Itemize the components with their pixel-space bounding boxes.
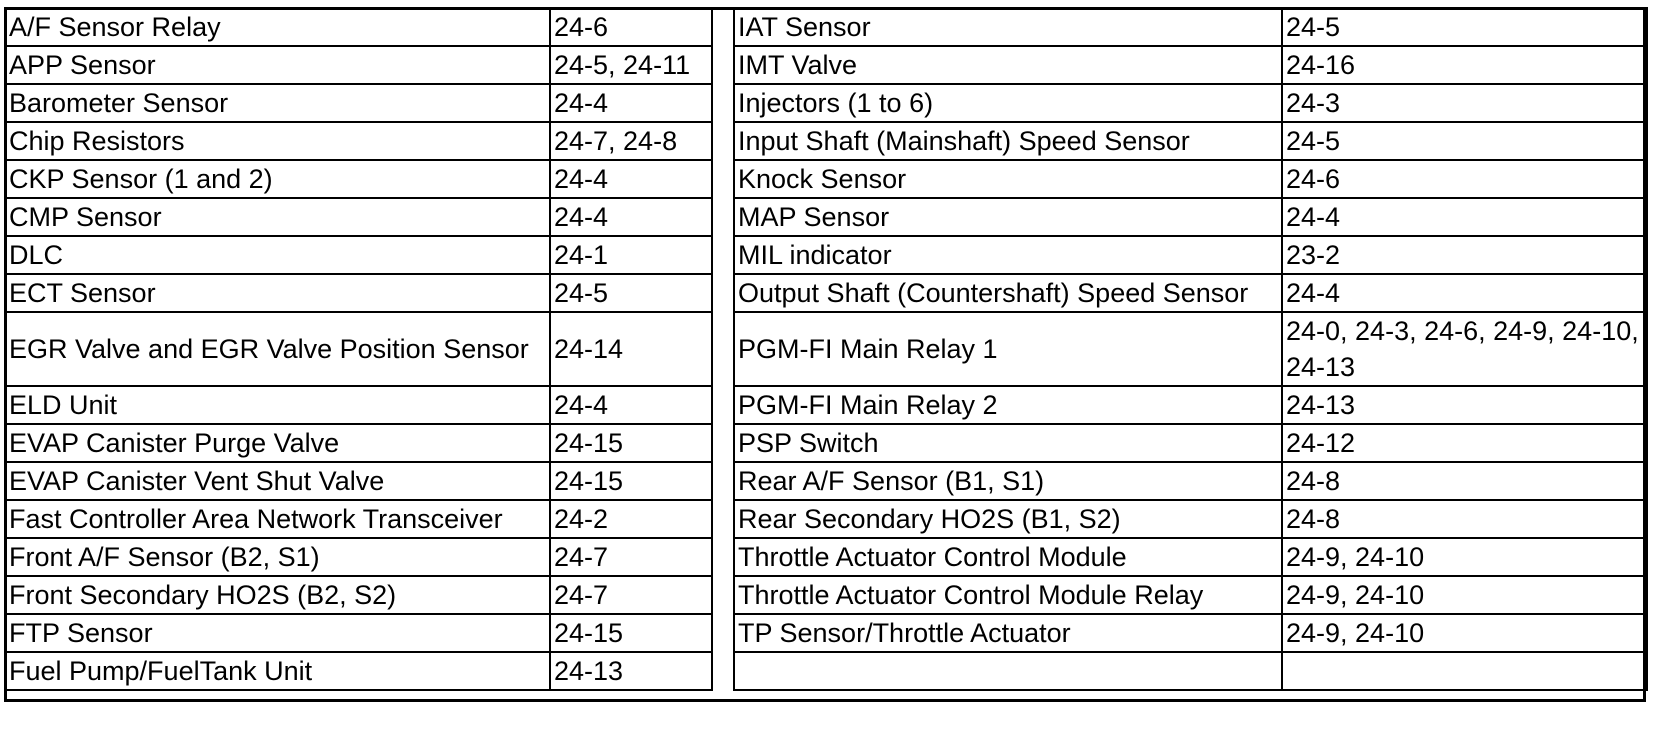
- right-page-ref: 24-13: [1282, 386, 1647, 424]
- left-component-name: Fast Controller Area Network Transceiver: [5, 500, 550, 538]
- left-page-ref: 24-4: [550, 84, 712, 122]
- table-row: [5, 84, 1647, 122]
- left-page-ref: 24-15: [550, 424, 712, 462]
- table-row: [5, 8, 1647, 46]
- table-row: [5, 538, 1647, 576]
- right-component-name: IMT Valve: [734, 46, 1282, 84]
- left-component-name: ECT Sensor: [5, 274, 550, 312]
- component-index-sheet: [4, 7, 1646, 702]
- index-table-body: [5, 8, 1647, 690]
- table-row: [5, 424, 1647, 462]
- left-page-ref: 24-15: [550, 462, 712, 500]
- right-page-ref: 24-5: [1282, 122, 1647, 160]
- left-page-ref: 24-2: [550, 500, 712, 538]
- table-row: [5, 198, 1647, 236]
- right-page-ref: 24-12: [1282, 424, 1647, 462]
- left-page-ref: 24-13: [550, 652, 712, 690]
- left-component-name: FTP Sensor: [5, 614, 550, 652]
- column-divider: [712, 8, 734, 690]
- right-page-ref: [1282, 652, 1647, 690]
- right-component-name: Rear A/F Sensor (B1, S1): [734, 462, 1282, 500]
- right-component-name: Throttle Actuator Control Module: [734, 538, 1282, 576]
- component-index-table: [4, 7, 1648, 691]
- right-page-ref: 24-9, 24-10: [1282, 576, 1647, 614]
- right-page-ref: 24-4: [1282, 274, 1647, 312]
- right-component-name: [734, 652, 1282, 690]
- right-component-name: Injectors (1 to 6): [734, 84, 1282, 122]
- table-row: [5, 122, 1647, 160]
- table-row: [5, 46, 1647, 84]
- left-component-name: A/F Sensor Relay: [5, 8, 550, 46]
- left-page-ref: 24-4: [550, 386, 712, 424]
- left-page-ref: 24-1: [550, 236, 712, 274]
- left-page-ref: 24-5, 24-11: [550, 46, 712, 84]
- right-component-name: PGM-FI Main Relay 2: [734, 386, 1282, 424]
- table-row: [5, 614, 1647, 652]
- left-page-ref: 24-4: [550, 160, 712, 198]
- table-row: [5, 386, 1647, 424]
- left-page-ref: 24-7: [550, 538, 712, 576]
- table-row: [5, 462, 1647, 500]
- left-page-ref: 24-5: [550, 274, 712, 312]
- right-page-ref: 24-9, 24-10: [1282, 538, 1647, 576]
- left-page-ref: 24-4: [550, 198, 712, 236]
- table-row: [5, 312, 1647, 386]
- right-component-name: MAP Sensor: [734, 198, 1282, 236]
- right-page-ref: 24-4: [1282, 198, 1647, 236]
- left-component-name: EGR Valve and EGR Valve Position Sensor: [5, 312, 550, 386]
- left-component-name: APP Sensor: [5, 46, 550, 84]
- right-component-name: Input Shaft (Mainshaft) Speed Sensor: [734, 122, 1282, 160]
- right-component-name: Knock Sensor: [734, 160, 1282, 198]
- left-component-name: Chip Resistors: [5, 122, 550, 160]
- left-component-name: CKP Sensor (1 and 2): [5, 160, 550, 198]
- table-row: [5, 500, 1647, 538]
- right-component-name: TP Sensor/Throttle Actuator: [734, 614, 1282, 652]
- right-component-name: Rear Secondary HO2S (B1, S2): [734, 500, 1282, 538]
- left-page-ref: 24-6: [550, 8, 712, 46]
- right-component-name: Output Shaft (Countershaft) Speed Sensor: [734, 274, 1282, 312]
- right-page-ref: 24-8: [1282, 462, 1647, 500]
- left-component-name: DLC: [5, 236, 550, 274]
- right-page-ref: 24-6: [1282, 160, 1647, 198]
- table-row: [5, 652, 1647, 690]
- right-page-ref: 24-8: [1282, 500, 1647, 538]
- left-component-name: ELD Unit: [5, 386, 550, 424]
- left-page-ref: 24-7, 24-8: [550, 122, 712, 160]
- left-component-name: Fuel Pump/FuelTank Unit: [5, 652, 550, 690]
- right-component-name: PSP Switch: [734, 424, 1282, 462]
- right-page-ref: 24-3: [1282, 84, 1647, 122]
- left-component-name: CMP Sensor: [5, 198, 550, 236]
- right-component-name: MIL indicator: [734, 236, 1282, 274]
- right-component-name: IAT Sensor: [734, 8, 1282, 46]
- left-component-name: EVAP Canister Vent Shut Valve: [5, 462, 550, 500]
- left-page-ref: 24-7: [550, 576, 712, 614]
- left-component-name: EVAP Canister Purge Valve: [5, 424, 550, 462]
- right-page-ref: 23-2: [1282, 236, 1647, 274]
- right-page-ref: 24-9, 24-10: [1282, 614, 1647, 652]
- right-component-name: PGM-FI Main Relay 1: [734, 312, 1282, 386]
- right-page-ref: 24-5: [1282, 8, 1647, 46]
- right-component-name: Throttle Actuator Control Module Relay: [734, 576, 1282, 614]
- right-page-ref: 24-0, 24-3, 24-6, 24-9, 24-10, 24-13: [1282, 312, 1647, 386]
- left-component-name: Front Secondary HO2S (B2, S2): [5, 576, 550, 614]
- left-page-ref: 24-14: [550, 312, 712, 386]
- right-page-ref: 24-16: [1282, 46, 1647, 84]
- table-row: [5, 160, 1647, 198]
- left-page-ref: 24-15: [550, 614, 712, 652]
- table-row: [5, 274, 1647, 312]
- table-row: [5, 576, 1647, 614]
- left-component-name: Barometer Sensor: [5, 84, 550, 122]
- left-component-name: Front A/F Sensor (B2, S1): [5, 538, 550, 576]
- table-row: [5, 236, 1647, 274]
